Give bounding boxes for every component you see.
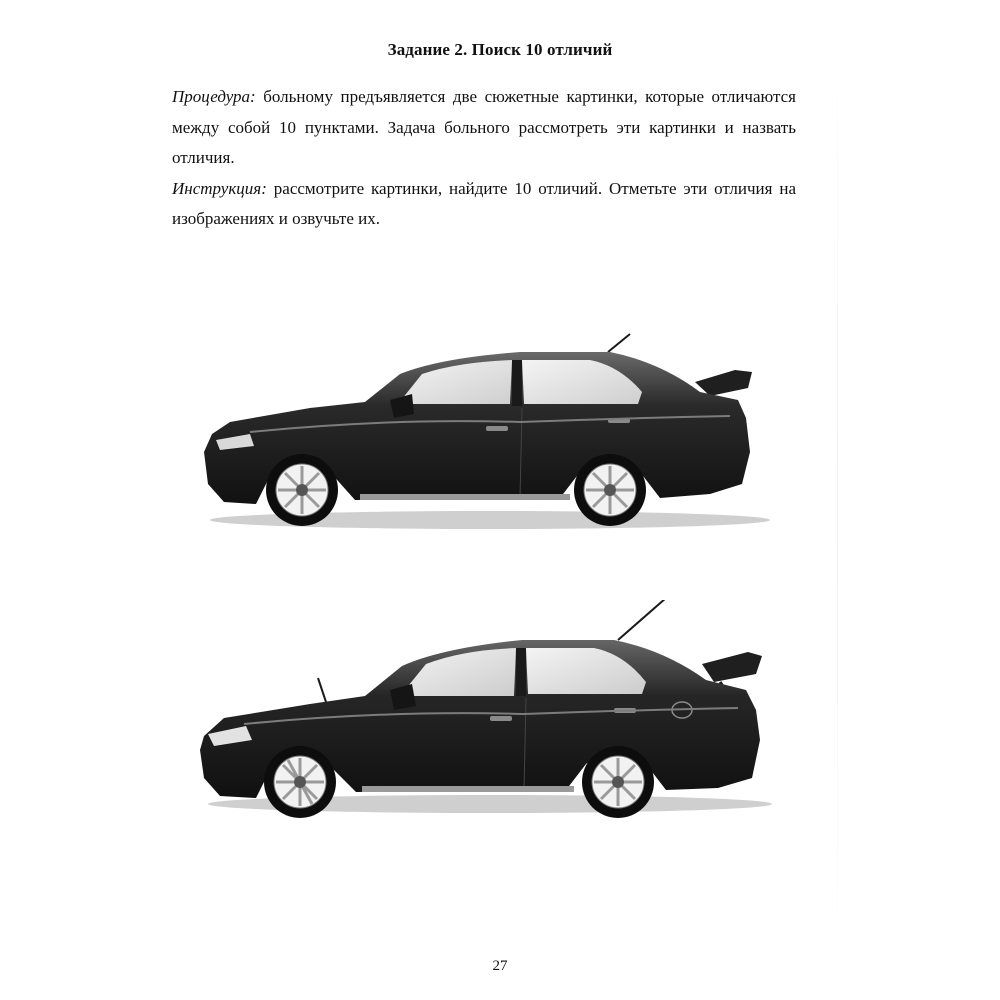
rear-wheel [582,746,654,818]
instruction-paragraph [172,174,796,235]
text-block [172,82,796,235]
front-door-handle [490,716,512,721]
b-pillar [512,360,522,406]
side-skirt [360,494,570,500]
task-title: Задание 2. Поиск 10 отличий [387,40,613,59]
procedure-text: больному предъявляется две сюжетные картинки, которые отличаются между собой 10 пунктами. Задача больного рассмотреть эти картинки и назвать отличия. [172,87,796,167]
rear-spoiler [702,652,762,682]
rear-spoiler [695,370,752,396]
instruction-text: рассмотрите картинки, найдите 10 отличий. Отметьте эти отличия на изображениях и озвучьте их. [172,178,796,228]
car-image-bottom [190,600,780,820]
b-pillar [516,648,526,696]
front-wheel [266,454,338,526]
front-wheel [264,746,336,818]
procedure-label: Процедура: [172,87,256,106]
antenna [608,334,630,352]
side-skirt [362,786,574,792]
car-image-top [190,322,780,542]
front-door-handle [486,426,508,431]
antenna [618,600,666,640]
car-illustration-bottom [190,600,780,820]
instruction-label: Инструкция: [172,178,267,198]
page-number: 27 [492,958,508,974]
car-illustration-top [190,322,780,542]
rear-wheel [574,454,646,526]
procedure-paragraph [172,82,796,174]
page-edge-shadow [837,40,838,970]
